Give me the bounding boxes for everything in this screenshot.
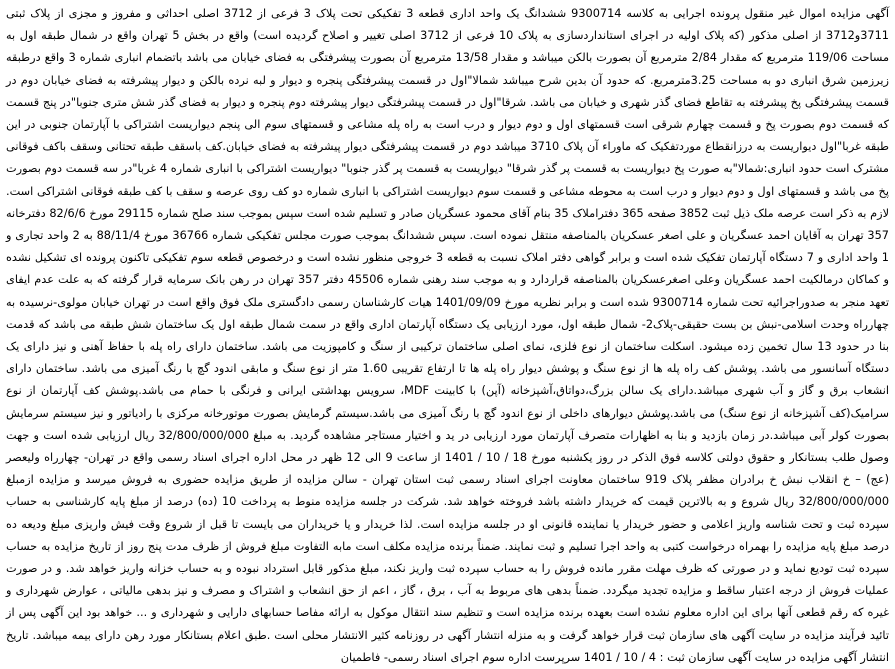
auction-notice-text: آگهی مزایده اموال غیر منقول پرونده اجرایی به کلاسه 9300714 ششدانگ یک واحد اداری قطعه 3 تفکیکی تحت پلاک 3 فرعی از 3712 اصلی احداثی و مفروز و مجزی از پلاک ثبتی 3711و3712 از اصلی مذکور (که پلاک اولیه در اجرای استانداردسازی به پلاک 10 فرعی از 3712 اصلی تغییر و اصلاح گردیده است) واقع در بخش 5 تهران واقع در شمال طبقه اول به مساحت 119/06 مترمربع که مقدار 2/84 مترمربع آن بصورت بالکن میباشد و مقدار 13/58 مترمربع آن بصورت پیشرفتگی به فضای خیابان می باشد باتضمام انباری شماره 3 واقع درطبقه زیرزمین شرق انباری دو به مساحت 3.25مترمربع. که حدود آن بدین شرح میباشد شمالا"اول در قسمت پیشرفتگی پنجره و دیوار و لبه نرده بالکن و دیوار پیشرفته به فضای خیابان دوم در قسمت پیشرفتگی پخ پیشرفته به تقاطع فضای گذر شهری و خیابان می باشد. شرقا"اول در قسمت پیشرفتگی دیوار پیشرفته دوم پنجره و دیوار به فضای گذر شش متری جنوبا"در پنج قسمت که قسمت دوم بصورت پخ و قسمت چهارم شرقی است قسمتهای اول و دوم دیوار و درب است به راه پله مشاعی و قسمتهای سوم الی پنجم دیواریست اشتراکی با آپارتمان جنوبی در این طبقه غربا"اول دیواریست به درزانقطاع موردتفکیک که ماوراء آن پلاک 3710 میباشد دوم در قسمت پیشرفتگی دیوار پیشرفته به فضای خیابان.کف باسقف طبقه تحتانی وسقف باکف فوقانی مشترک است حدود انباری:شمالا"به صورت پخ دیواریست به قسمت پر گذر شرقا" دیواریست به قسمت پر گذر جنوبا" دیواریست اشتراکی با انباری شماره 4 غربا"در سه قسمت دوم بصورت پخ می باشد و قسمتهای اول و دوم دیوار و درب است به محوطه مشاعی و قسمت سوم دیواریست اشتراکی با انباری شماره دو کف روی عرصه و سقف با کف طبقه فوقانی اشتراکی است. لازم به ذکر است عرصه ملک ذیل ثبت 3852 صفحه 365 دفتراملاک 35 بنام آقای محمود عسگریان صادر و تسلیم شده است سپس بموجب سند صلح شماره 29115 مورخ 82/6/6 دفترخانه 357 تهران به آقایان احمد عسگریان و علی اصغر عسکریان بالمناصفه منتقل نموده است. سپس ششدانگ بموجب صورت مجلس تفکیکی شماره 36766 مورخ 88/11/4 به 2 واحد تجاری و 1 واحد اداری و 7 دستگاه آپارتمان تفکیک شده است و برابر گواهی دفتر املاک نسبت به قطعه 3 خروجی منظور نشده است و درخصوص قطعه سوم تفکیکی تاکنون پرونده ای تشکیل نشده و کماکان درمالکیت احمد عسگریان وعلی اصغرعسکریان بالمناصفه قراردارد و به موجب سند رهنی شماره 45506 دفتر 357 تهران در رهن بانک سرمایه قرار گرفته که به علت عدم ایفای تعهد منجر به صدوراجرائیه تحت شماره 9300714 شده است و برابر نظریه مورخ 1401/09/09 هیات کارشناسان رسمی دادگستری ملک فوق واقع است در تهران خیابان مولوی-نرسیده به چهارراه وحدت اسلامی-نبش بن بست حقیقی-پلاک2- شمال طبقه اول، مورد ارزیابی یک دستگاه آپارتمان اداری واقع در سمت شمال طبقه اول یک ساختمان شش طبقه می باشد که قدمت بنا در حدود 13 سال تخمین زده میشود. اسکلت ساختمان از نوع فلزی، نمای اصلی ساختمان ترکیبی از سنگ و کامپوزیت می باشد. ساختمان دارای راه پله با حفاظ آهنی و نیز دارای یک دستگاه آسانسور می باشد. پوشش کف راه پله ها از نوع سنگ و پوشش دیوار راه پله ها تا ارتفاع تقریبی 1.60 متر از نوع سنگ و مابقی اندود گچ با رنگ آمیزی می باشد. ساختمان دارای انشعاب برق و گاز و آب شهری میباشد.دارای یک سالن بزرگ،دواتاق،آشپزخانه (آپن) با کابینت MDF، سرویس بهداشتی ایرانی و فرنگی با حمام می باشد.پوشش کف آپارتمان از نوع سرامیک(کف آشپزخانه از نوع سنگ) می باشد.پوشش دیوارهای داخلی از نوع اندود گچ با رنگ آمیزی می باشد.سیستم گرمایش بصورت موتورخانه مرکزی با رادیاتور و نیز سیستم سرمایش بصورت کولر آبی میباشد.در زمان بازدید و بنا به اظهارات متصرف آپارتمان مورد ارزیابی در ید و اختیار مستاجر مشاهده گردید. به مبلغ 32/800/000/000 ریال ارزیابی شده است و جهت وصول طلب بستانکار و حقوق دولتی کلاسه فوق الذکر در روز یکشنبه مورخ 18 / 10 / 1401 از ساعت 9 الی 12 ظهر در محل اداره اجرای اسناد رسمی واقع در تهران- چهارراه ولیعصر (عج) – خ انقلاب نبش خ برادران مظفر پلاک 919 ساختمان معاونت اجرای اسناد رسمی ثبت استان تهران - سالن مزایده از طریق مزایده حضوری به فروش میرسد و مزایده ازمبلغ 32/800/000/000 ریال شروع و به بالاترین قیمت که خریدار داشته باشد فروخته خواهد شد. شرکت در جلسه مزایده منوط به پرداخت 10 (ده) درصد از مبلغ پایه کارشناسی به حساب سپرده ثبت و تحت شناسه واریز اعلامی و حضور خریدار یا نماینده قانونی او در جلسه مزایده است. لذا خریدار و یا خریداران می بایست تا قبل از شروع وقت فیش واریزی مبلغ ودیعه ده درصد مبلغ پایه مزایده را بهمراه درخواست کتبی به واحد اجرا تسلیم و ثبت نمایند. ضمناً برنده مزایده مکلف است مابه التفاوت مبلغ فروش از ظرف مدت پنج روز از تاریخ مزایده به حساب سپرده ثبت تودیع نماید و در صورتی که ظرف مهلت مقرر مانده فروش را به حساب سپرده ثبت واریز نکند، مبلغ مذکور قابل استرداد نبوده و به حساب خزانه واریز خواهد شد. و در صورت عملیات فروش از درجه اعتبار ساقط و مزایده تجدید میگردد. ضمناً بدهی های مربوط به آب ، برق ، گاز ، اعم از حق انشعاب و اشتراک و مصرف و نیز بدهی مالیاتی ، عوارض شهرداری و غیره که رقم قطعی آنها برای این اداره معلوم نشده است بعهده برنده مزایده است و تنظیم سند انتقال موکول به ارائه مفاصا حسابهای دارایی و شهرداری و ... خواهد بود این آگهی پس از تائید فرآیند مزایده در سایت آگهی های سازمان ثبت قرار خواهد گرفت و به منزله انتشار آگهی در روزنامه کثیر الانتشار محلی است .طبق اعلام بستانکار مورد رهن دارای بیمه میباشد. تاریخ انتشار آگهی مزایده در سایت آگهی سازمان ثبت : 4 / 10 / 1401 سرپرست اداره سوم اجرای اسناد رسمی- فاطمیان bbox=[6, 7, 890, 664]
